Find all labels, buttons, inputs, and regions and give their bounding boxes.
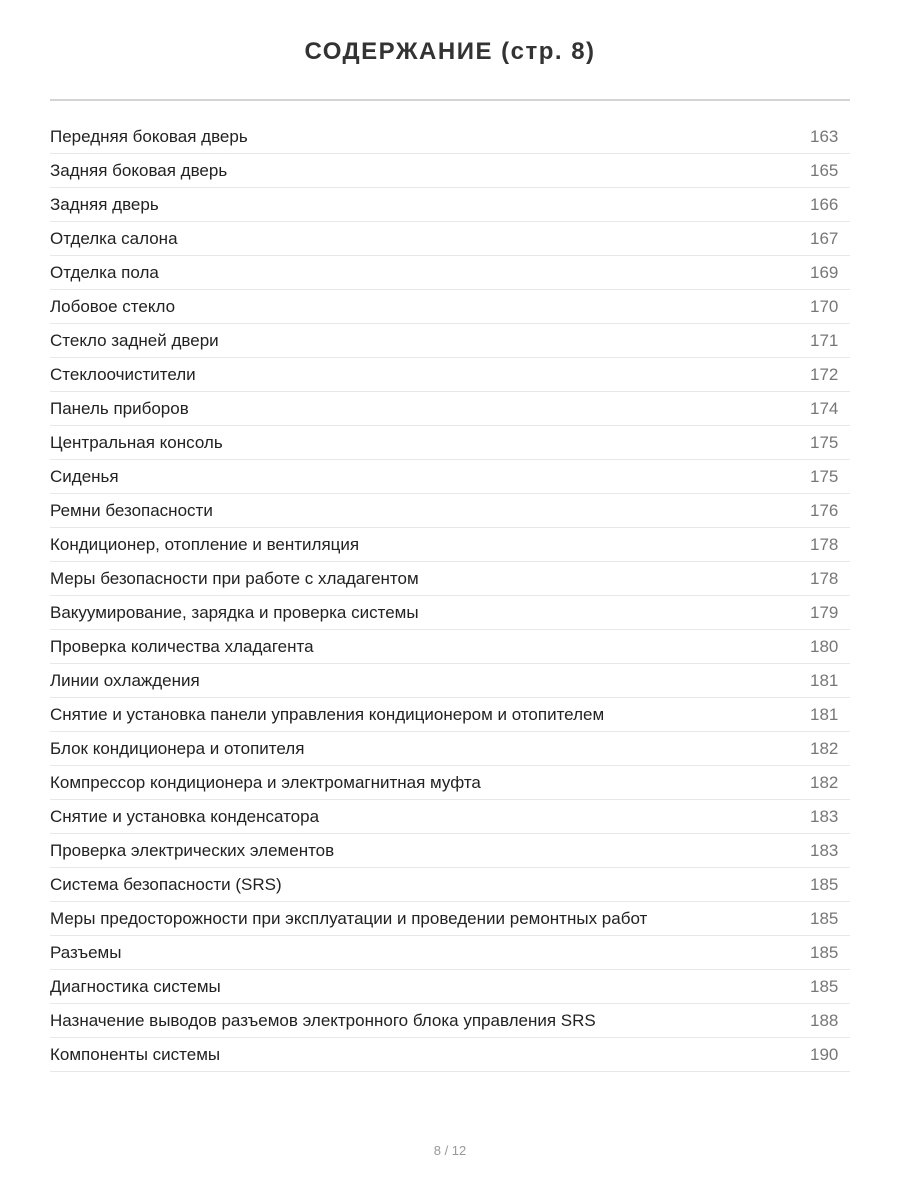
toc-entry-title: Проверка количества хладагента: [50, 636, 314, 656]
toc-entry[interactable]: [50, 1004, 850, 1038]
toc-entry-page-number: 172: [810, 364, 839, 384]
toc-entry-page-number: 171: [810, 330, 839, 350]
toc-entry-title: Меры предосторожности при эксплуатации и проведении ремонтных работ: [50, 908, 648, 928]
toc-entry-title: Проверка электрических элементов: [50, 840, 335, 860]
toc-entry-title: Задняя дверь: [50, 194, 159, 214]
toc-entry-title: Снятие и установка панели управления кондиционером и отопителем: [50, 704, 605, 724]
toc-entry-page-number: 183: [810, 806, 839, 826]
toc-entry-title: Снятие и установка конденсатора: [50, 806, 320, 826]
toc-entry-title: Вакуумирование, зарядка и проверка системы: [50, 602, 419, 622]
toc-entry-page-number: 180: [810, 636, 839, 656]
toc-entry-title: Назначение выводов разъемов электронного блока управления SRS: [50, 1010, 596, 1030]
toc-entry[interactable]: [50, 494, 850, 528]
toc-entry[interactable]: [50, 290, 850, 324]
toc-entry-title: Сиденья: [50, 466, 119, 486]
toc-entry[interactable]: [50, 970, 850, 1004]
toc-entry-page-number: 181: [810, 704, 839, 724]
toc-entry[interactable]: [50, 800, 850, 834]
toc-entry[interactable]: [50, 562, 850, 596]
toc-entry-title: Лобовое стекло: [50, 296, 176, 316]
toc-entry-title: Ремни безопасности: [50, 500, 213, 520]
toc-entry[interactable]: [50, 358, 850, 392]
title-divider: [50, 99, 850, 101]
toc-entry[interactable]: [50, 188, 850, 222]
toc-entry[interactable]: [50, 324, 850, 358]
toc-entry-title: Разъемы: [50, 942, 122, 962]
toc-entry-page-number: 182: [810, 738, 839, 758]
toc-entry[interactable]: [50, 460, 850, 494]
toc-entry[interactable]: [50, 698, 850, 732]
toc-entry[interactable]: [50, 222, 850, 256]
toc-entry[interactable]: [50, 732, 850, 766]
toc-entry-page-number: 169: [810, 262, 839, 282]
toc-entry-page-number: 179: [810, 602, 839, 622]
toc-entry-title: Отделка салона: [50, 228, 178, 248]
toc-entry-page-number: 188: [810, 1010, 839, 1030]
page-indicator: 8 / 12: [433, 1143, 467, 1158]
toc-entry-page-number: 182: [810, 772, 839, 792]
toc-entry[interactable]: [50, 936, 850, 970]
toc-entry-title: Блок кондиционера и отопителя: [50, 738, 305, 758]
toc-entry-page-number: 181: [810, 670, 839, 690]
toc-entry-title: Панель приборов: [50, 398, 189, 418]
toc-entry[interactable]: [50, 528, 850, 562]
toc-entry-title: Линии охлаждения: [50, 670, 200, 690]
toc-entry-title: Диагностика системы: [50, 976, 221, 996]
page-title: СОДЕРЖАНИЕ (стр. 8): [304, 38, 596, 65]
toc-entry[interactable]: [50, 1038, 850, 1072]
toc-entry-title: Стеклоочистители: [50, 364, 196, 384]
toc-entry-title: Компоненты системы: [50, 1044, 221, 1064]
toc-entry[interactable]: [50, 596, 850, 630]
toc-entry[interactable]: [50, 664, 850, 698]
toc-entry-title: Компрессор кондиционера и электромагнитная муфта: [50, 772, 481, 792]
toc-entry-page-number: 185: [810, 942, 839, 962]
toc-entry-page-number: 178: [810, 534, 839, 554]
toc-entry-title: Отделка пола: [50, 262, 159, 282]
toc-entry-page-number: 165: [810, 160, 839, 180]
toc-entry[interactable]: [50, 834, 850, 868]
toc-entry-page-number: 185: [810, 874, 839, 894]
toc-entry[interactable]: [50, 868, 850, 902]
toc-entry[interactable]: [50, 256, 850, 290]
toc-entry-page-number: 190: [810, 1044, 839, 1064]
toc-entry-title: Задняя боковая дверь: [50, 160, 228, 180]
toc-list: [50, 120, 850, 1072]
toc-entry-page-number: 175: [810, 466, 839, 486]
toc-entry-page-number: 167: [810, 228, 839, 248]
toc-entry-page-number: 163: [810, 126, 839, 146]
toc-entry-title: Стекло задней двери: [50, 330, 219, 350]
toc-entry-page-number: 176: [810, 500, 839, 520]
toc-entry-title: Система безопасности (SRS): [50, 874, 282, 894]
toc-entry-title: Кондиционер, отопление и вентиляция: [50, 534, 360, 554]
toc-entry-title: Передняя боковая дверь: [50, 126, 248, 146]
toc-entry[interactable]: [50, 426, 850, 460]
toc-entry-page-number: 185: [810, 976, 839, 996]
toc-entry-page-number: 183: [810, 840, 839, 860]
toc-entry[interactable]: [50, 154, 850, 188]
toc-entry-title: Центральная консоль: [50, 432, 223, 452]
toc-entry-page-number: 166: [810, 194, 839, 214]
toc-entry-page-number: 175: [810, 432, 839, 452]
toc-entry[interactable]: [50, 392, 850, 426]
toc-entry[interactable]: [50, 630, 850, 664]
toc-entry[interactable]: [50, 902, 850, 936]
toc-entry[interactable]: [50, 120, 850, 154]
toc-entry-page-number: 185: [810, 908, 839, 928]
toc-entry-page-number: 170: [810, 296, 839, 316]
toc-entry-page-number: 178: [810, 568, 839, 588]
toc-entry[interactable]: [50, 766, 850, 800]
toc-entry-title: Меры безопасности при работе с хладагентом: [50, 568, 419, 588]
toc-entry-page-number: 174: [810, 398, 839, 418]
